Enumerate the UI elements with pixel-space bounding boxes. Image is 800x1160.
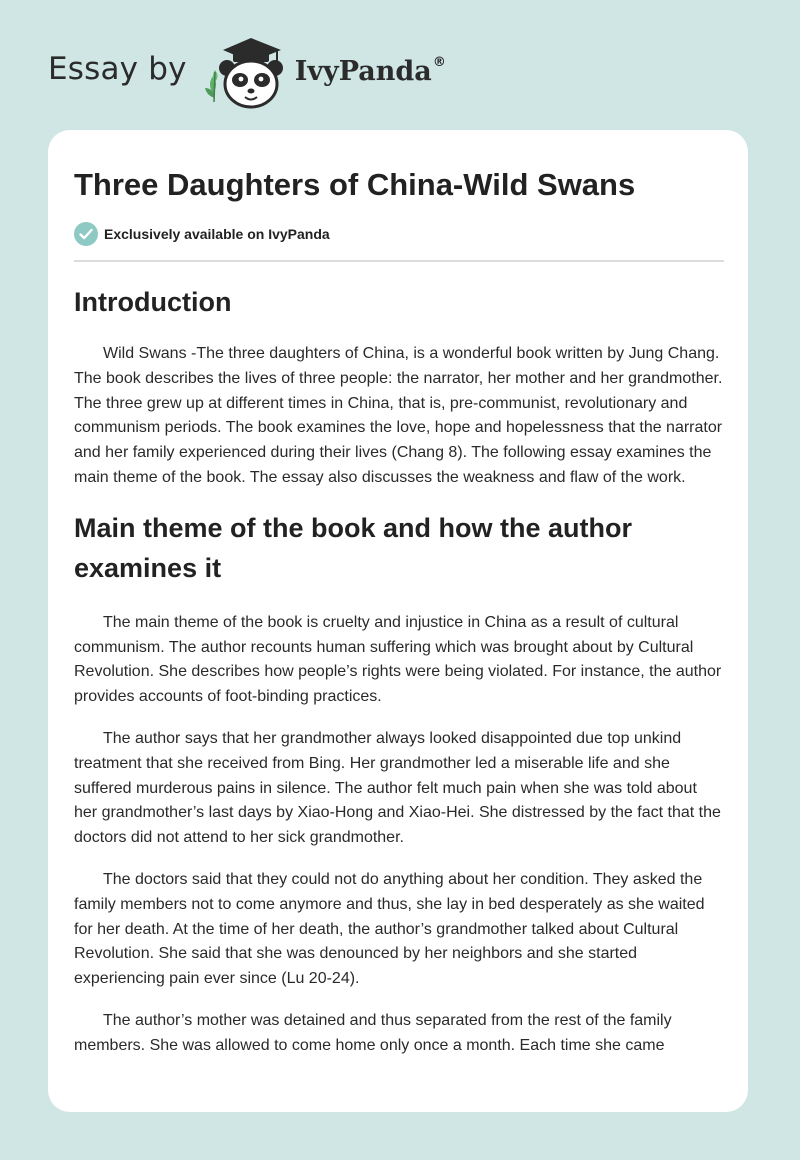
- paragraph: Wild Swans -The three daughters of China, is a wonderful book written by Jung Chang. The book describes the lives of three people: the narrator, her mother and her grandmother. The three grew up at different times in China, that is, pre-communist, revolutionary and communism periods. The book examines the love, hope and hopelessness that the narrator and her family experienced during their lives (Chang 8). The following essay examines the main theme of the book. The essay also discusses the weakness and flaw of the work.: [74, 345, 723, 486]
- badge-text: Exclusively available on IvyPanda: [104, 226, 330, 242]
- paragraph: The main theme of the book is cruelty and injustice in China as a result of cultural communism. The author recounts human suffering which was brought about by Cultural Revolution. She describes how people’s rights were being violated. For instance, the author provides accounts of foot-binding practices.: [74, 613, 722, 706]
- essay-by-label: Essay by: [48, 50, 187, 87]
- registered-mark: ®: [432, 54, 446, 70]
- paragraph: The doctors said that they could not do anything about her condition. They asked the family members not to come anymore and thus, she lay in bed desperately as she waited for her death. At the time of her death, the author’s grandmother talked about Cultural Revolution. She said that she was denounced by her neighbors and she started experiencing pain ever since (Lu 20-24).: [74, 870, 705, 988]
- panda-graduate-icon[interactable]: [203, 36, 289, 110]
- check-circle-icon: [74, 222, 98, 246]
- essay-content: [74, 166, 724, 1059]
- essay-card: [48, 130, 748, 1112]
- divider: [74, 260, 724, 262]
- page-title: Three Daughters of China-Wild Swans: [74, 167, 636, 202]
- paragraph: The author says that her grandmother always looked disappointed due top unkind treatment that she received from Bing. Her grandmother led a miserable life and she suffered murderous pains in silence. The author felt much pain when she was told about her grandmother’s last days by Xiao-Hong and Xiao-Hei. She distressed by the fact that the doctors did not attend to her sick grandmother.: [74, 729, 721, 847]
- brand-name-text: IvyPanda: [294, 55, 432, 87]
- site-header: [48, 36, 446, 110]
- exclusive-badge: [74, 222, 724, 246]
- paragraph: The author’s mother was detained and thus separated from the rest of the family members. She was allowed to come home only once a month. Each time she came: [74, 1011, 672, 1054]
- section-heading-introduction: Introduction: [74, 287, 232, 317]
- section-heading-main-theme: Main theme of the book and how the author examines it: [74, 512, 632, 583]
- brand-name[interactable]: [295, 56, 446, 87]
